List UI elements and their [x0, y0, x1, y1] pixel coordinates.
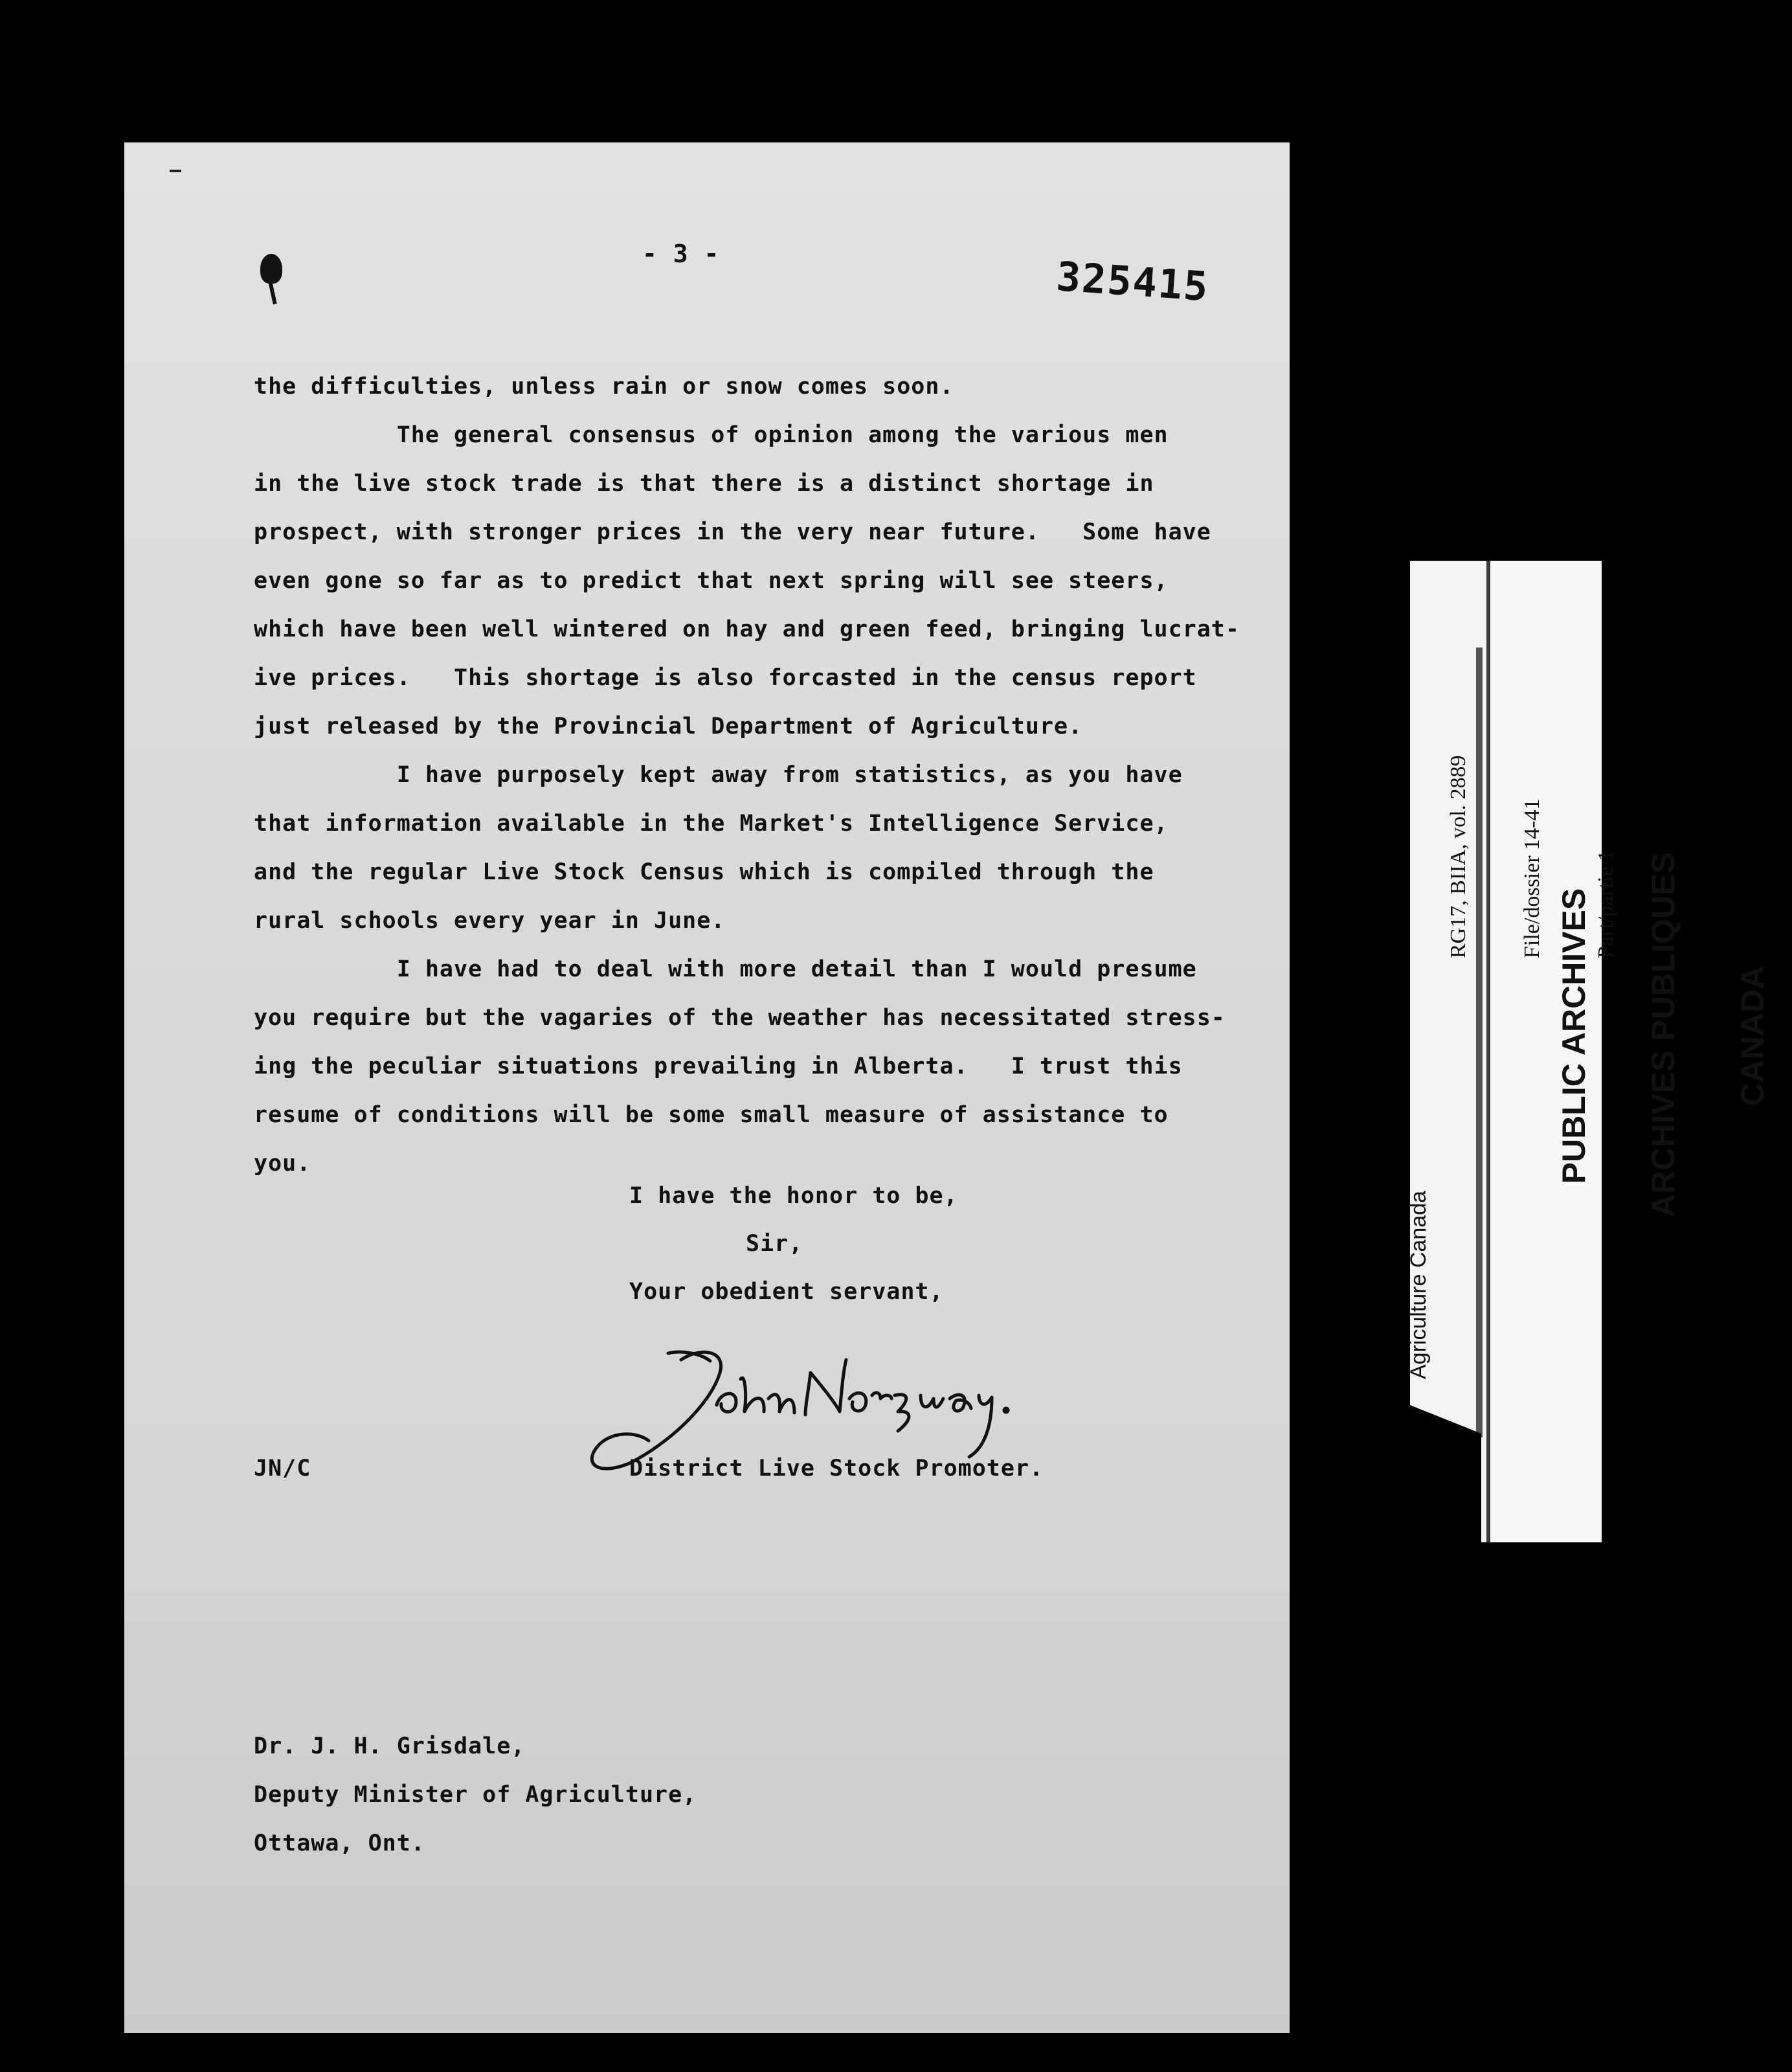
body-line: in the live stock trade is that there is a distinct shortage in — [254, 471, 1154, 497]
archive-agency: Agriculture Canada — [1406, 1190, 1431, 1379]
archive-reference-line: Part/partie 1 — [1594, 850, 1618, 958]
archive-name-line: CANADA — [1734, 965, 1771, 1107]
signer-title: District Live Stock Promoter. — [629, 1456, 1044, 1481]
archive-name-line: ARCHIVES PUBLIQUES — [1645, 852, 1681, 1217]
ink-blot — [260, 254, 282, 284]
body-line: The general consensus of opinion among the various men — [254, 422, 1169, 448]
body-line: and the regular Live Stock Census which is compiled through the — [254, 859, 1154, 885]
archive-reference-line: File/dossier 14-41 — [1520, 798, 1544, 958]
recipient-title: Deputy Minister of Agriculture, — [254, 1782, 697, 1808]
typist-initials: JN/C — [254, 1456, 311, 1481]
body-line: the difficulties, unless rain or snow comes soon. — [254, 374, 954, 400]
recipient-name: Dr. J. H. Grisdale, — [254, 1733, 526, 1759]
closing-salutation: Sir, — [746, 1231, 803, 1257]
closing-line: I have the honor to be, — [629, 1183, 958, 1209]
body-line: I have purposely kept away from statistics, as you have — [254, 762, 1183, 788]
archive-name-stamp — [1499, 852, 1792, 1217]
document-number-stamp: 325415 — [1055, 253, 1211, 311]
closing-line: Your obedient servant, — [629, 1279, 944, 1305]
body-line: you. — [254, 1151, 311, 1177]
body-line: just released by the Provincial Department of Agriculture. — [254, 714, 1083, 739]
archive-reference-line: RG17, BIIA, vol. 2889 — [1446, 755, 1470, 958]
body-line: even gone so far as to predict that next spring will see steers, — [254, 568, 1169, 594]
body-line: prospect, with stronger prices in the very near future. Some have — [254, 519, 1211, 545]
margin-mark — [170, 170, 181, 172]
ink-blot-tail — [268, 281, 276, 304]
recipient-city: Ottawa, Ont. — [254, 1830, 425, 1856]
body-line: ive prices. This shortage is also forcasted in the census report — [254, 665, 1197, 691]
page-number: - 3 - — [642, 240, 720, 268]
body-line: ing the peculiar situations prevailing in Alberta. I trust this — [254, 1053, 1183, 1079]
body-line: you require but the vagaries of the weather has necessitated stress- — [254, 1005, 1226, 1031]
letter-body — [254, 363, 1277, 1188]
body-line: rural schools every year in June. — [254, 908, 726, 934]
recipient-address — [254, 1722, 697, 1868]
archive-name-line: PUBLIC ARCHIVES — [1556, 888, 1592, 1184]
letter-closing — [629, 1172, 958, 1316]
letter-page — [124, 142, 1290, 2033]
body-line: which have been well wintered on hay and green feed, bringing lucrat- — [254, 616, 1240, 642]
body-line: I have had to deal with more detail than I would presume — [254, 956, 1197, 982]
body-line: that information available in the Market's Intelligence Service, — [254, 811, 1169, 837]
body-line: resume of conditions will be some small measure of assistance to — [254, 1102, 1169, 1128]
